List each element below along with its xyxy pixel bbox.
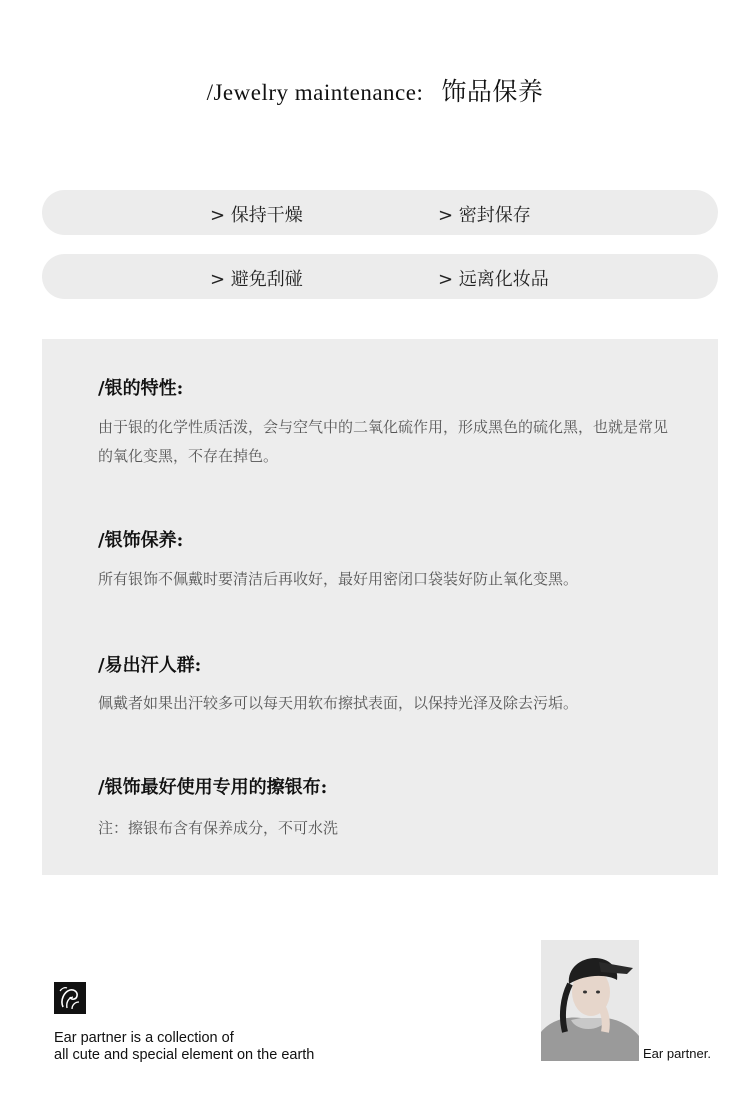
model-photo (541, 940, 639, 1061)
section-heading-silver-properties: /银的特性: (98, 378, 184, 399)
tip-keep-dry: > 保持干燥 (210, 205, 303, 226)
tagline-line-1: Ear partner is a collection of (54, 1030, 234, 1046)
section-text-sweating: 佩戴者如果出汗较多可以每天用软布擦拭表面，以保持光泽及除去污垢。 (98, 694, 579, 712)
section-heading-polishing-cloth: /银饰最好使用专用的擦银布: (98, 777, 328, 798)
tips-row-1 (42, 190, 718, 235)
brand-tagline (54, 1030, 314, 1064)
title-english: /Jewelry maintenance: (206, 80, 424, 105)
tip-avoid-scratches: > 避免刮碰 (210, 269, 303, 290)
page-title (0, 72, 750, 108)
title-chinese: 饰品保养 (441, 77, 544, 106)
section-text-polishing-cloth: 注：擦银布含有保养成分，不可水洗 (98, 819, 339, 837)
tips-row-2 (42, 254, 718, 299)
section-text-silver-care: 所有银饰不佩戴时要清洁后再收好，最好用密闭口袋装好防止氧化变黑。 (98, 570, 579, 588)
care-info-panel (42, 339, 718, 875)
tip-away-from-cosmetics: > 远离化妆品 (438, 269, 549, 290)
tip-sealed-storage: > 密封保存 (438, 205, 531, 226)
section-heading-silver-care: /银饰保养: (98, 530, 184, 551)
brand-name: Ear partner. (643, 1046, 711, 1061)
tagline-line-2: all cute and special element on the earth (54, 1047, 315, 1063)
section-heading-sweating: /易出汗人群: (98, 655, 202, 676)
section-text-silver-properties: 由于银的化学性质活泼，会与空气中的二氧化硫作用，形成黑色的硫化黑，也就是常见的氧化变黑，不存在掉色。 (98, 418, 669, 465)
brand-logo-icon (54, 982, 86, 1014)
